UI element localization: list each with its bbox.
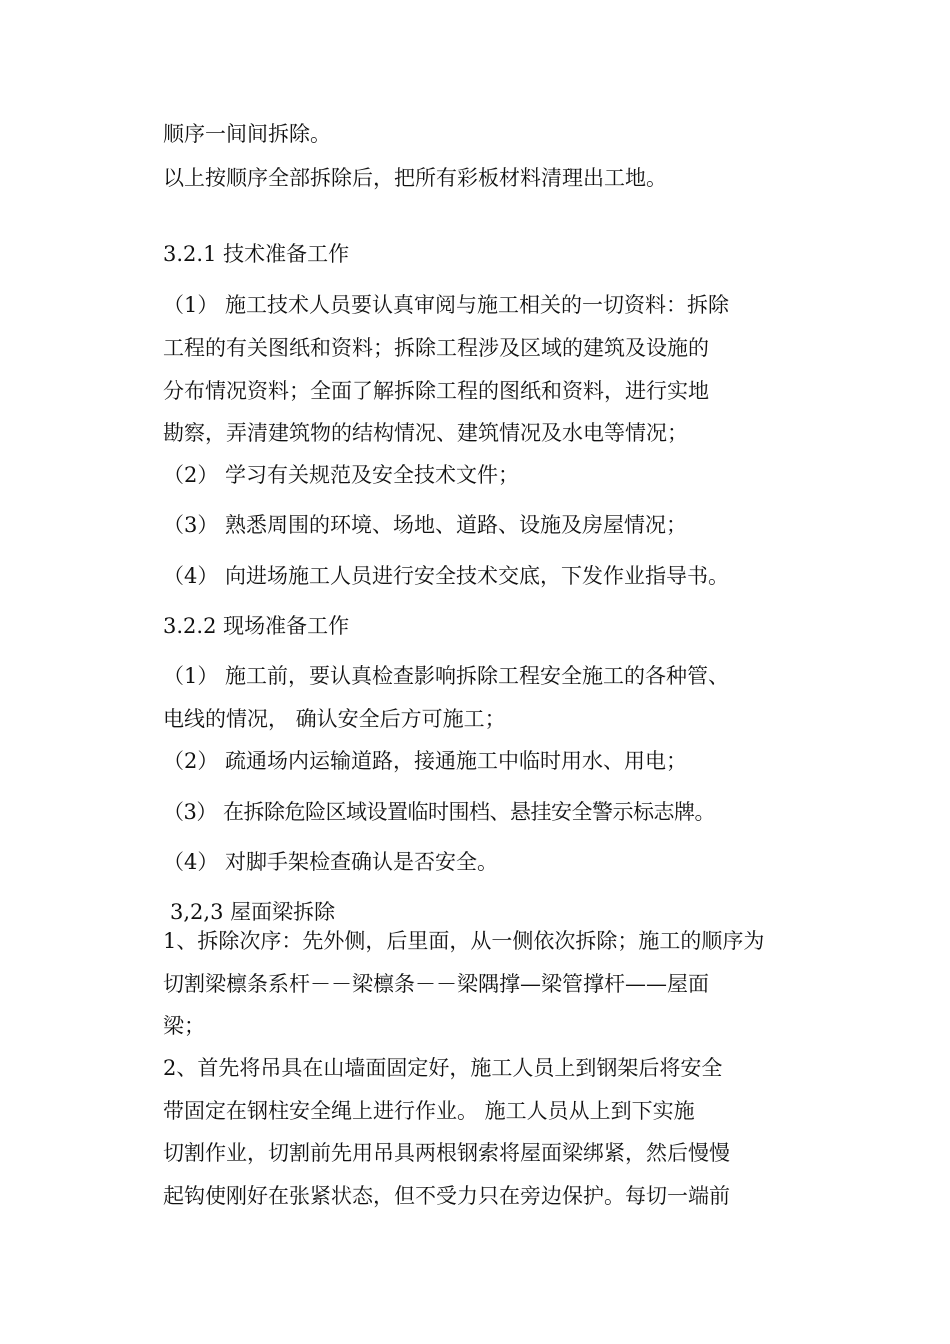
section-heading-3-2-2: 3.2.2 现场准备工作 bbox=[163, 614, 350, 638]
s321-item3: （3） 熟悉周围的环境、场地、道路、设施及房屋情况； bbox=[163, 513, 688, 537]
s321-item1-line-4: 勘察，弄清建筑物的结构情况、建筑情况及水电等情况； bbox=[163, 421, 688, 445]
s321-item1-line-3: 分布情况资料；全面了解拆除工程的图纸和资料，进行实地 bbox=[163, 379, 709, 403]
s322-item1-line-2: 电线的情况， 确认安全后方可施工； bbox=[163, 707, 506, 731]
s323-p2-line-4: 起钩使刚好在张紧状态，但不受力只在旁边保护。每切一端前 bbox=[163, 1184, 730, 1208]
s321-item2: （2） 学习有关规范及安全技术文件； bbox=[163, 463, 520, 487]
s321-item4: （4） 向进场施工人员进行安全技术交底，下发作业指导书。 bbox=[163, 564, 730, 588]
s323-p2-line-1: 2、首先将吊具在山墙面固定好，施工人员上到钢架后将安全 bbox=[163, 1056, 723, 1080]
s322-item3: （3） 在拆除危险区域设置临时围档、悬挂安全警示标志牌。 bbox=[163, 800, 716, 824]
s321-item1-line-1: （1） 施工技术人员要认真审阅与施工相关的一切资料：拆除 bbox=[163, 293, 730, 317]
s322-item4: （4） 对脚手架检查确认是否安全。 bbox=[163, 850, 499, 874]
s321-item1-line-2: 工程的有关图纸和资料；拆除工程涉及区域的建筑及设施的 bbox=[163, 336, 709, 360]
s322-item2: （2） 疏通场内运输道路，接通施工中临时用水、用电； bbox=[163, 749, 688, 773]
section-heading-3-2-3: 3,2,3 屋面梁拆除 bbox=[170, 900, 336, 924]
s323-p1-line-1: 1、拆除次序：先外侧，后里面，从一侧依次拆除；施工的顺序为 bbox=[163, 929, 765, 953]
intro-line-1: 顺序一间间拆除。 bbox=[163, 122, 331, 146]
s323-p2-line-2: 带固定在钢柱安全绳上进行作业。 施工人员从上到下实施 bbox=[163, 1099, 695, 1123]
s322-item1-line-1: （1） 施工前，要认真检查影响拆除工程安全施工的各种管、 bbox=[163, 664, 730, 688]
s323-p1-line-3: 梁； bbox=[163, 1014, 205, 1038]
section-heading-3-2-1: 3.2.1 技术准备工作 bbox=[163, 242, 350, 266]
intro-line-2: 以上按顺序全部拆除后，把所有彩板材料清理出工地。 bbox=[163, 166, 667, 190]
s323-p1-line-2: 切割梁檩条系杆－－梁檩条－－梁隅撑—梁管撑杆——屋面 bbox=[163, 972, 709, 996]
s323-p2-line-3: 切割作业，切割前先用吊具两根钢索将屋面梁绑紧，然后慢慢 bbox=[163, 1141, 730, 1165]
